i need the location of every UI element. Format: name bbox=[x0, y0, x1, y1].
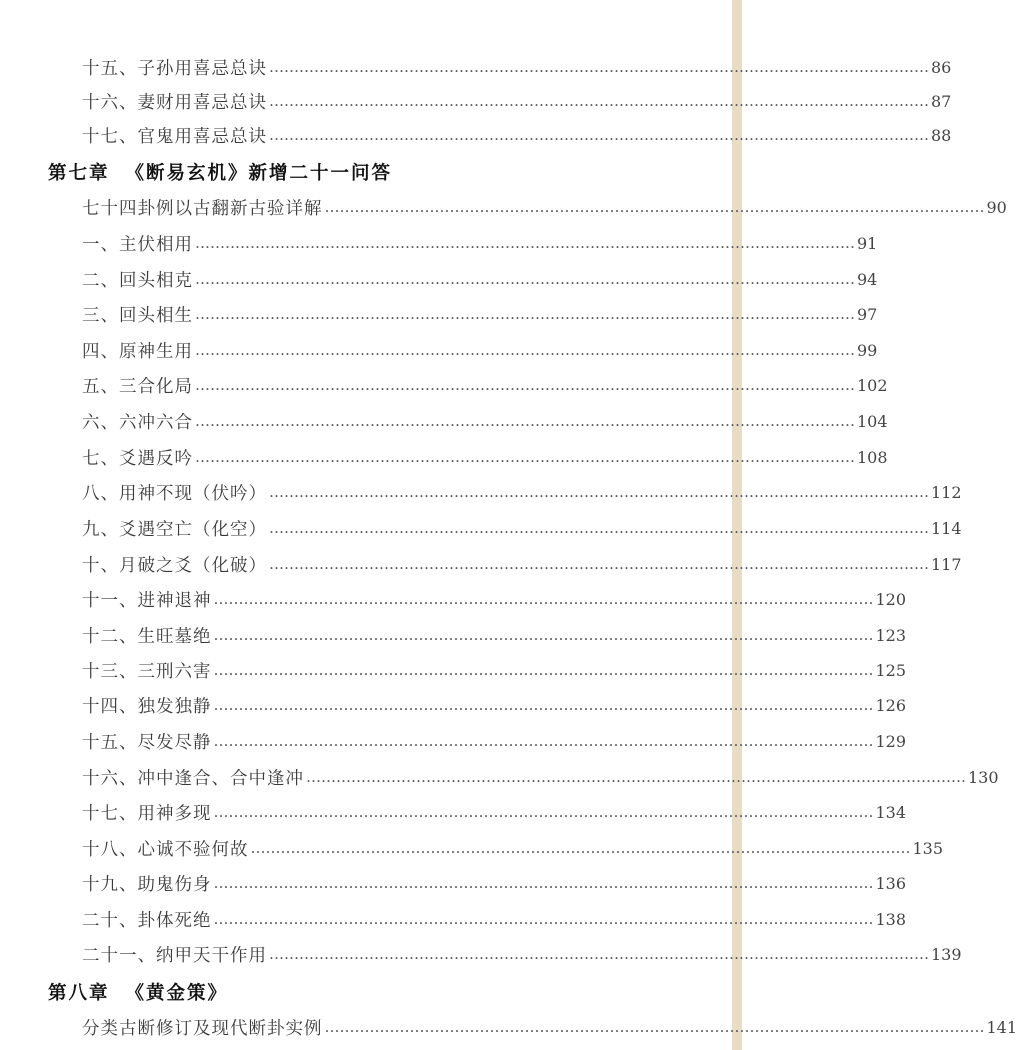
dot-leader: …………………………………………………………………………………………………………………… bbox=[213, 696, 874, 714]
toc-entry-title: 十六、冲中逢合、合中逢冲 bbox=[82, 768, 304, 789]
toc-entry[interactable] bbox=[82, 549, 962, 579]
toc-entry-title: 十九、助鬼伤身 bbox=[82, 874, 212, 895]
toc-entry-page: 108 bbox=[857, 447, 888, 467]
toc-entry[interactable] bbox=[82, 939, 962, 969]
toc-entry-page: 117 bbox=[931, 554, 962, 574]
toc-entry-title: 十一、进神退神 bbox=[82, 590, 212, 611]
toc-entry-page: 138 bbox=[875, 909, 907, 929]
toc-entry-title: 八、用神不现（伏吟） bbox=[82, 483, 267, 504]
toc-entry[interactable] bbox=[82, 442, 888, 472]
toc-entry[interactable] bbox=[82, 370, 888, 400]
toc-entry-page: 90 bbox=[986, 197, 1007, 217]
toc-entry[interactable] bbox=[82, 335, 878, 365]
toc-entry-page: 112 bbox=[931, 482, 962, 502]
dot-leader: …………………………………………………………………………………………………………………… bbox=[195, 270, 855, 288]
toc-entry-page: 91 bbox=[857, 233, 878, 253]
toc-entry-title: 十六、妻财用喜忌总诀 bbox=[82, 92, 267, 113]
toc-entry[interactable] bbox=[82, 797, 907, 827]
toc-entry-page: 126 bbox=[875, 695, 907, 715]
toc-entry[interactable] bbox=[82, 833, 944, 863]
toc-entry[interactable] bbox=[82, 299, 878, 329]
dot-leader: …………………………………………………………………………………………………………………… bbox=[269, 126, 929, 144]
toc-entry-page: 102 bbox=[857, 375, 888, 395]
toc-entry[interactable] bbox=[82, 192, 1007, 222]
toc-entry-title: 二、回头相克 bbox=[82, 270, 193, 291]
toc-entry-page: 114 bbox=[931, 518, 962, 538]
chapter-title: 《黄金策》 bbox=[125, 983, 229, 1004]
toc-entry-page: 86 bbox=[931, 57, 952, 77]
toc-entry-title: 十七、官鬼用喜忌总诀 bbox=[82, 126, 267, 147]
toc-entry[interactable] bbox=[82, 120, 952, 150]
dot-leader: …………………………………………………………………………………………………………………… bbox=[269, 483, 929, 501]
toc-entry-page: 139 bbox=[931, 944, 962, 964]
toc-entry-title: 六、六冲六合 bbox=[82, 412, 193, 433]
dot-leader: …………………………………………………………………………………………………………………… bbox=[213, 910, 874, 928]
toc-entry-page: 136 bbox=[875, 873, 907, 893]
toc-entry-page: 99 bbox=[857, 340, 878, 360]
toc-entry-title: 七十四卦例以古翻新古验详解 bbox=[82, 198, 323, 219]
toc-entry[interactable] bbox=[82, 762, 999, 792]
toc-entry[interactable] bbox=[82, 690, 907, 720]
toc-entry[interactable] bbox=[82, 620, 907, 650]
dot-leader: …………………………………………………………………………………………………………………… bbox=[213, 803, 874, 821]
toc-entry-page: 141 bbox=[986, 1017, 1017, 1037]
toc-entry[interactable] bbox=[82, 86, 952, 116]
toc-entry-title: 一、主伏相用 bbox=[82, 234, 193, 255]
toc-entry-title: 十五、尽发尽静 bbox=[82, 732, 212, 753]
dot-leader: …………………………………………………………………………………………………………………… bbox=[213, 626, 874, 644]
toc-entry[interactable] bbox=[82, 726, 907, 756]
dot-leader: …………………………………………………………………………………………………………………… bbox=[195, 305, 855, 323]
toc-entry[interactable] bbox=[82, 904, 907, 934]
toc-entry-title: 三、回头相生 bbox=[82, 305, 193, 326]
chapter-title: 《断易玄机》新增二十一问答 bbox=[125, 163, 393, 184]
toc-entry[interactable] bbox=[82, 52, 952, 82]
toc-entry-title: 十、月破之爻（化破） bbox=[82, 555, 267, 576]
dot-leader: …………………………………………………………………………………………………………………… bbox=[213, 661, 874, 679]
dot-leader: …………………………………………………………………………………………………………………… bbox=[213, 732, 874, 750]
dot-leader: …………………………………………………………………………………………………………………… bbox=[195, 412, 855, 430]
toc-entry[interactable] bbox=[82, 513, 962, 543]
dot-leader: …………………………………………………………………………………………………………………… bbox=[250, 839, 911, 857]
toc-entry-page: 129 bbox=[875, 731, 907, 751]
dot-leader: …………………………………………………………………………………………………………………… bbox=[269, 92, 929, 110]
dot-leader: …………………………………………………………………………………………………………………… bbox=[213, 590, 874, 608]
dot-leader: …………………………………………………………………………………………………………………… bbox=[269, 555, 929, 573]
dot-leader: …………………………………………………………………………………………………………………… bbox=[195, 448, 855, 466]
toc-entry-title: 十四、独发独静 bbox=[82, 696, 212, 717]
dot-leader: …………………………………………………………………………………………………………………… bbox=[195, 234, 855, 252]
dot-leader: …………………………………………………………………………………………………………………… bbox=[324, 1018, 985, 1036]
dot-leader: …………………………………………………………………………………………………………………… bbox=[213, 874, 874, 892]
toc-entry-title: 七、爻遇反吟 bbox=[82, 448, 193, 469]
toc-entry[interactable] bbox=[82, 477, 962, 507]
toc-entry-title: 二十一、纳甲天干作用 bbox=[82, 945, 267, 966]
chapter-heading[interactable] bbox=[48, 976, 228, 1008]
toc-entry-title: 十二、生旺墓绝 bbox=[82, 626, 212, 647]
toc-entry-page: 123 bbox=[875, 625, 907, 645]
toc-entry-page: 135 bbox=[912, 838, 944, 858]
chapter-number: 第八章 bbox=[48, 983, 110, 1004]
dot-leader: …………………………………………………………………………………………………………………… bbox=[269, 58, 929, 76]
toc-entry[interactable] bbox=[82, 655, 907, 685]
dot-leader: …………………………………………………………………………………………………………………… bbox=[269, 945, 929, 963]
toc-entry-page: 97 bbox=[857, 304, 878, 324]
dot-leader: …………………………………………………………………………………………………………………… bbox=[195, 341, 855, 359]
toc-entry[interactable] bbox=[82, 264, 878, 294]
toc-entry-title: 二十、卦体死绝 bbox=[82, 910, 212, 931]
dot-leader: …………………………………………………………………………………………………………………… bbox=[324, 198, 985, 216]
chapter-number: 第七章 bbox=[48, 163, 110, 184]
toc-entry-title: 分类古断修订及现代断卦实例 bbox=[82, 1018, 323, 1039]
toc-entry-title: 十五、子孙用喜忌总诀 bbox=[82, 58, 267, 79]
toc-entry-title: 十三、三刑六害 bbox=[82, 661, 212, 682]
toc-entry-title: 九、爻遇空亡（化空） bbox=[82, 519, 267, 540]
dot-leader: …………………………………………………………………………………………………………………… bbox=[195, 376, 855, 394]
dot-leader: …………………………………………………………………………………………………………………… bbox=[269, 519, 929, 537]
toc-entry-page: 87 bbox=[931, 91, 952, 111]
chapter-heading[interactable] bbox=[48, 156, 392, 188]
toc-entry[interactable] bbox=[82, 868, 907, 898]
toc-entry-page: 104 bbox=[857, 411, 888, 431]
dot-leader: …………………………………………………………………………………………………………………… bbox=[306, 768, 966, 786]
toc-entry-title: 四、原神生用 bbox=[82, 341, 193, 362]
toc-entry-page: 134 bbox=[875, 802, 907, 822]
toc-entry[interactable] bbox=[82, 228, 878, 258]
toc-entry-title: 十七、用神多现 bbox=[82, 803, 212, 824]
toc-entry-page: 94 bbox=[857, 269, 878, 289]
toc-entry[interactable] bbox=[82, 584, 907, 614]
toc-entry[interactable] bbox=[82, 406, 888, 436]
toc-entry[interactable] bbox=[82, 1012, 1017, 1042]
toc-entry-title: 十八、心诚不验何故 bbox=[82, 839, 249, 860]
toc-entry-page: 125 bbox=[875, 660, 907, 680]
toc-entry-page: 130 bbox=[968, 767, 999, 787]
toc-entry-title: 五、三合化局 bbox=[82, 376, 193, 397]
toc-entry-page: 120 bbox=[875, 589, 907, 609]
toc-entry-page: 88 bbox=[931, 125, 952, 145]
